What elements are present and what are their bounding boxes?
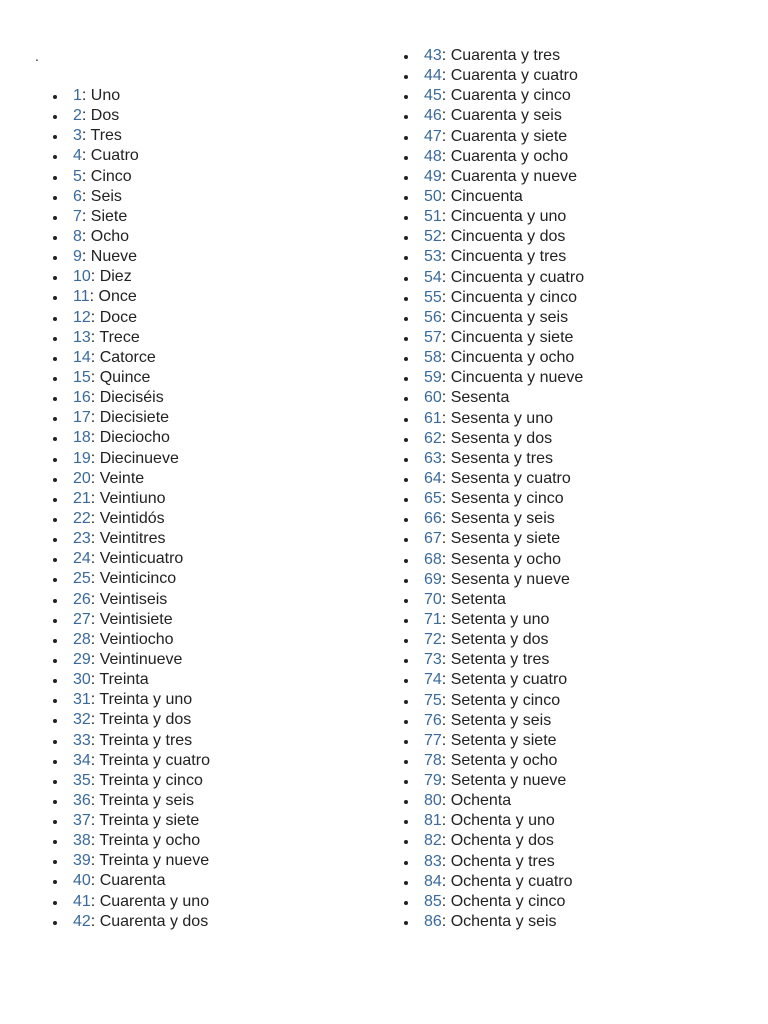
number-label: 85 bbox=[424, 892, 442, 910]
number-label: 33 bbox=[73, 731, 91, 749]
list-item: 68: Sesenta y ocho bbox=[424, 550, 584, 570]
number-label: 32 bbox=[73, 711, 91, 729]
number-label: 18 bbox=[73, 429, 91, 447]
list-item: 63: Sesenta y tres bbox=[424, 449, 584, 469]
number-label: 50 bbox=[424, 187, 442, 205]
list-item: 41: Cuarenta y uno bbox=[73, 892, 210, 912]
list-item: 77: Setenta y siete bbox=[424, 731, 584, 751]
list-item: 79: Setenta y nueve bbox=[424, 771, 584, 791]
list-item: 67: Sesenta y siete bbox=[424, 529, 584, 549]
list-item: 46: Cuarenta y seis bbox=[424, 106, 584, 126]
number-label: 16 bbox=[73, 389, 91, 407]
number-label: 12 bbox=[73, 308, 91, 326]
number-word: Seis bbox=[90, 187, 122, 205]
list-item: 6: Seis bbox=[73, 187, 210, 207]
number-word: Diecisiete bbox=[99, 409, 170, 427]
list-item: 52: Cincuenta y dos bbox=[424, 227, 584, 247]
list-item: 80: Ochenta bbox=[424, 791, 584, 811]
number-label: 72 bbox=[424, 631, 442, 649]
list-item: 4: Cuatro bbox=[73, 146, 210, 166]
number-word: Veintiocho bbox=[99, 630, 174, 648]
number-word: Veintidós bbox=[99, 509, 165, 527]
number-word: Treinta y nueve bbox=[99, 852, 210, 870]
number-label: 86 bbox=[424, 913, 442, 931]
number-label: 57 bbox=[424, 328, 442, 346]
number-word: Catorce bbox=[99, 348, 156, 366]
list-item: 33: Treinta y tres bbox=[73, 731, 210, 751]
list-item: 73: Setenta y tres bbox=[424, 650, 584, 670]
number-word: Treinta y uno bbox=[99, 691, 193, 709]
number-word: Veinticinco bbox=[99, 570, 177, 588]
list-item: 84: Ochenta y cuatro bbox=[424, 872, 584, 892]
list-item: 86: Ochenta y seis bbox=[424, 912, 584, 932]
number-label: 11 bbox=[73, 288, 90, 306]
list-item: 8: Ocho bbox=[73, 227, 210, 247]
number-label: 43 bbox=[424, 47, 442, 64]
number-label: 67 bbox=[424, 530, 442, 548]
number-label: 26 bbox=[73, 590, 91, 608]
number-label: 78 bbox=[424, 751, 442, 769]
list-item: 48: Cuarenta y ocho bbox=[424, 147, 584, 167]
number-word: Treinta y ocho bbox=[99, 832, 201, 850]
number-word: Cincuenta y cinco bbox=[450, 288, 577, 306]
number-word: Treinta y cuatro bbox=[99, 751, 210, 769]
list-item: 56: Cincuenta y seis bbox=[424, 308, 584, 328]
number-label: 4 bbox=[73, 147, 82, 165]
number-word: Cuarenta y cinco bbox=[450, 87, 571, 105]
list-item: 39: Treinta y nueve bbox=[73, 851, 210, 871]
number-word: Cuarenta y tres bbox=[450, 47, 561, 64]
list-item: 65: Sesenta y cinco bbox=[424, 489, 584, 509]
number-word: Quince bbox=[99, 368, 151, 386]
number-word: Setenta y cinco bbox=[450, 691, 561, 709]
list-item: 51: Cincuenta y uno bbox=[424, 207, 584, 227]
number-label: 54 bbox=[424, 268, 442, 286]
number-word: Treinta bbox=[99, 671, 149, 689]
number-label: 20 bbox=[73, 469, 91, 487]
number-word: Ochenta bbox=[450, 792, 512, 810]
list-item: 78: Setenta y ocho bbox=[424, 751, 584, 771]
list-item: 26: Veintiseis bbox=[73, 590, 210, 610]
list-item: 44: Cuarenta y cuatro bbox=[424, 66, 584, 86]
number-label: 74 bbox=[424, 671, 442, 689]
number-word: Cincuenta y nueve bbox=[450, 369, 584, 387]
number-word: Ochenta y dos bbox=[450, 832, 554, 850]
number-label: 53 bbox=[424, 248, 442, 266]
number-label: 80 bbox=[424, 792, 442, 810]
number-word: Cuarenta bbox=[99, 872, 166, 890]
number-label: 79 bbox=[424, 772, 442, 790]
list-item: 7: Siete bbox=[73, 207, 210, 227]
number-word: Cincuenta y uno bbox=[450, 208, 567, 226]
number-label: 65 bbox=[424, 490, 442, 508]
list-item: 71: Setenta y uno bbox=[424, 610, 584, 630]
number-word: Treinta y seis bbox=[99, 791, 194, 809]
number-label: 19 bbox=[73, 449, 91, 467]
number-label: 63 bbox=[424, 449, 442, 467]
number-label: 25 bbox=[73, 570, 91, 588]
number-label: 2 bbox=[73, 107, 82, 125]
number-label: 17 bbox=[73, 409, 91, 427]
number-word: Treinta y cinco bbox=[99, 771, 203, 789]
number-label: 34 bbox=[73, 751, 91, 769]
number-word: Setenta y nueve bbox=[450, 772, 567, 790]
list-item: 9: Nueve bbox=[73, 247, 210, 267]
list-item: 81: Ochenta y uno bbox=[424, 811, 584, 831]
number-label: 37 bbox=[73, 812, 91, 830]
list-item: 62: Sesenta y dos bbox=[424, 429, 584, 449]
number-label: 76 bbox=[424, 711, 442, 729]
list-item: 16: Dieciséis bbox=[73, 388, 210, 408]
list-item: 70: Setenta bbox=[424, 590, 584, 610]
list-item: 1: Uno bbox=[73, 86, 210, 106]
number-word: Dieciocho bbox=[99, 429, 170, 447]
list-item: 21: Veintiuno bbox=[73, 489, 210, 509]
list-item: 66: Sesenta y seis bbox=[424, 509, 584, 529]
list-item: 5: Cinco bbox=[73, 167, 210, 187]
page-mark: . bbox=[35, 48, 39, 64]
number-label: 9 bbox=[73, 248, 82, 266]
list-item: 54: Cincuenta y cuatro bbox=[424, 268, 584, 288]
number-label: 1 bbox=[73, 87, 82, 104]
list-item: 22: Veintidós bbox=[73, 509, 210, 529]
number-label: 21 bbox=[73, 489, 91, 507]
number-label: 75 bbox=[424, 691, 442, 709]
number-list-left bbox=[73, 86, 210, 932]
number-word: Veintitres bbox=[99, 530, 166, 548]
number-label: 70 bbox=[424, 590, 442, 608]
number-word: Sesenta y nueve bbox=[450, 570, 570, 588]
list-item: 29: Veintinueve bbox=[73, 650, 210, 670]
number-word: Setenta y seis bbox=[450, 711, 552, 729]
number-word: Cuarenta y siete bbox=[450, 127, 568, 145]
number-word: Treinta y dos bbox=[99, 711, 192, 729]
number-word: Trece bbox=[99, 328, 140, 346]
number-word: Cuatro bbox=[90, 147, 139, 165]
list-item: 14: Catorce bbox=[73, 348, 210, 368]
number-label: 3 bbox=[73, 127, 82, 145]
number-label: 52 bbox=[424, 228, 442, 246]
number-label: 62 bbox=[424, 429, 442, 447]
list-item: 19: Diecinueve bbox=[73, 449, 210, 469]
list-item: 31: Treinta y uno bbox=[73, 690, 210, 710]
list-item: 72: Setenta y dos bbox=[424, 630, 584, 650]
list-item: 34: Treinta y cuatro bbox=[73, 751, 210, 771]
number-label: 40 bbox=[73, 872, 91, 890]
number-word: Sesenta y seis bbox=[450, 510, 555, 528]
number-word: Cuarenta y ocho bbox=[450, 147, 569, 165]
number-label: 8 bbox=[73, 227, 82, 245]
list-item: 30: Treinta bbox=[73, 670, 210, 690]
number-word: Cincuenta y dos bbox=[450, 228, 566, 246]
number-word: Treinta y siete bbox=[99, 812, 200, 830]
list-item: 55: Cincuenta y cinco bbox=[424, 288, 584, 308]
number-word: Cuarenta y seis bbox=[450, 107, 562, 125]
number-word: Setenta y uno bbox=[450, 610, 550, 628]
list-item: 60: Sesenta bbox=[424, 388, 584, 408]
number-label: 42 bbox=[73, 912, 91, 930]
list-item: 20: Veinte bbox=[73, 469, 210, 489]
number-word: Ocho bbox=[90, 227, 130, 245]
number-label: 64 bbox=[424, 469, 442, 487]
number-word: Sesenta y ocho bbox=[450, 550, 561, 568]
number-word: Cinco bbox=[90, 167, 132, 185]
number-word: Cuarenta y dos bbox=[99, 912, 209, 930]
number-word: Setenta y ocho bbox=[450, 751, 558, 769]
number-label: 31 bbox=[73, 691, 91, 709]
number-label: 83 bbox=[424, 852, 442, 870]
number-label: 49 bbox=[424, 167, 442, 185]
list-item: 50: Cincuenta bbox=[424, 187, 584, 207]
number-word: Sesenta bbox=[450, 389, 510, 407]
number-label: 59 bbox=[424, 369, 442, 387]
number-label: 22 bbox=[73, 509, 91, 527]
number-word: Sesenta y tres bbox=[450, 449, 553, 467]
number-label: 39 bbox=[73, 852, 91, 870]
list-item: 2: Dos bbox=[73, 106, 210, 126]
number-word: Cincuenta y tres bbox=[450, 248, 567, 266]
list-item: 24: Veinticuatro bbox=[73, 549, 210, 569]
list-item: 13: Trece bbox=[73, 328, 210, 348]
list-item: 83: Ochenta y tres bbox=[424, 852, 584, 872]
number-label: 29 bbox=[73, 650, 91, 668]
number-label: 82 bbox=[424, 832, 442, 850]
number-label: 60 bbox=[424, 389, 442, 407]
number-label: 23 bbox=[73, 530, 91, 548]
number-word: Sesenta y cuatro bbox=[450, 469, 571, 487]
list-item: 47: Cuarenta y siete bbox=[424, 127, 584, 147]
number-word: Dieciséis bbox=[99, 389, 164, 407]
number-word: Sesenta y siete bbox=[450, 530, 561, 548]
list-item: 10: Diez bbox=[73, 267, 210, 287]
number-label: 27 bbox=[73, 610, 91, 628]
number-word: Veintisiete bbox=[99, 610, 173, 628]
list-item: 37: Treinta y siete bbox=[73, 811, 210, 831]
number-label: 73 bbox=[424, 651, 442, 669]
number-label: 15 bbox=[73, 368, 91, 386]
number-word: Sesenta y dos bbox=[450, 429, 553, 447]
list-item: 45: Cuarenta y cinco bbox=[424, 86, 584, 106]
number-label: 71 bbox=[424, 610, 442, 628]
number-label: 66 bbox=[424, 510, 442, 528]
number-list-right bbox=[424, 46, 584, 932]
list-item: 64: Sesenta y cuatro bbox=[424, 469, 584, 489]
number-label: 6 bbox=[73, 187, 82, 205]
number-label: 13 bbox=[73, 328, 91, 346]
number-word: Ochenta y cinco bbox=[450, 892, 566, 910]
number-label: 69 bbox=[424, 570, 442, 588]
list-item: 59: Cincuenta y nueve bbox=[424, 368, 584, 388]
number-label: 61 bbox=[424, 409, 442, 427]
number-word: Once bbox=[98, 288, 137, 306]
number-label: 84 bbox=[424, 872, 442, 890]
number-label: 68 bbox=[424, 550, 442, 568]
list-item: 61: Sesenta y uno bbox=[424, 409, 584, 429]
list-item: 57: Cincuenta y siete bbox=[424, 328, 584, 348]
list-item: 85: Ochenta y cinco bbox=[424, 892, 584, 912]
number-label: 48 bbox=[424, 147, 442, 165]
number-word: Ochenta y cuatro bbox=[450, 872, 573, 890]
list-item: 12: Doce bbox=[73, 308, 210, 328]
number-word: Cuarenta y cuatro bbox=[450, 67, 578, 85]
number-label: 51 bbox=[424, 208, 442, 226]
number-label: 46 bbox=[424, 107, 442, 125]
number-word: Ochenta y tres bbox=[450, 852, 555, 870]
number-word: Cincuenta y cuatro bbox=[450, 268, 585, 286]
list-item: 69: Sesenta y nueve bbox=[424, 570, 584, 590]
list-item: 42: Cuarenta y dos bbox=[73, 912, 210, 932]
number-word: Sesenta y uno bbox=[450, 409, 553, 427]
list-item: 40: Cuarenta bbox=[73, 871, 210, 891]
list-item: 25: Veinticinco bbox=[73, 569, 210, 589]
list-item: 76: Setenta y seis bbox=[424, 711, 584, 731]
number-word: Setenta y siete bbox=[450, 731, 557, 749]
number-word: Veintinueve bbox=[99, 650, 183, 668]
list-item: 58: Cincuenta y ocho bbox=[424, 348, 584, 368]
number-word: Tres bbox=[90, 127, 122, 145]
list-item: 17: Diecisiete bbox=[73, 408, 210, 428]
list-item: 11: Once bbox=[73, 287, 210, 307]
list-item: 75: Setenta y cinco bbox=[424, 691, 584, 711]
list-item: 18: Dieciocho bbox=[73, 428, 210, 448]
number-word: Cincuenta y siete bbox=[450, 328, 574, 346]
list-item: 27: Veintisiete bbox=[73, 610, 210, 630]
number-word: Cincuenta y ocho bbox=[450, 349, 575, 367]
number-label: 44 bbox=[424, 67, 442, 85]
list-item: 32: Treinta y dos bbox=[73, 710, 210, 730]
number-label: 14 bbox=[73, 348, 91, 366]
list-item: 49: Cuarenta y nueve bbox=[424, 167, 584, 187]
number-word: Setenta y cuatro bbox=[450, 671, 568, 689]
number-word: Veintiuno bbox=[99, 489, 166, 507]
list-item: 28: Veintiocho bbox=[73, 630, 210, 650]
number-word: Sesenta y cinco bbox=[450, 490, 564, 508]
number-label: 38 bbox=[73, 832, 91, 850]
number-label: 28 bbox=[73, 630, 91, 648]
number-label: 58 bbox=[424, 349, 442, 367]
number-word: Veinticuatro bbox=[99, 550, 184, 568]
number-word: Setenta y tres bbox=[450, 651, 550, 669]
number-word: Cuarenta y uno bbox=[99, 892, 210, 910]
list-item: 74: Setenta y cuatro bbox=[424, 670, 584, 690]
number-word: Cincuenta y seis bbox=[450, 308, 569, 326]
number-word: Doce bbox=[99, 308, 138, 326]
number-word: Veinte bbox=[99, 469, 145, 487]
list-item: 35: Treinta y cinco bbox=[73, 771, 210, 791]
number-word: Uno bbox=[90, 87, 121, 104]
number-label: 41 bbox=[73, 892, 91, 910]
list-item: 43: Cuarenta y tres bbox=[424, 46, 584, 66]
list-item: 36: Treinta y seis bbox=[73, 791, 210, 811]
list-item: 38: Treinta y ocho bbox=[73, 831, 210, 851]
number-word: Treinta y tres bbox=[99, 731, 193, 749]
number-word: Setenta bbox=[450, 590, 506, 608]
number-word: Cincuenta bbox=[450, 187, 523, 205]
list-item: 15: Quince bbox=[73, 368, 210, 388]
list-item: 3: Tres bbox=[73, 126, 210, 146]
list-item: 82: Ochenta y dos bbox=[424, 831, 584, 851]
number-word: Diez bbox=[99, 268, 132, 286]
number-word: Diecinueve bbox=[99, 449, 179, 467]
number-word: Ochenta y uno bbox=[450, 812, 555, 830]
number-word: Veintiseis bbox=[99, 590, 168, 608]
number-word: Cuarenta y nueve bbox=[450, 167, 577, 185]
number-label: 7 bbox=[73, 207, 82, 225]
number-word: Ochenta y seis bbox=[450, 913, 557, 931]
number-word: Siete bbox=[90, 207, 128, 225]
number-word: Setenta y dos bbox=[450, 631, 549, 649]
number-word: Dos bbox=[90, 107, 120, 125]
number-word: Nueve bbox=[90, 248, 138, 266]
number-label: 55 bbox=[424, 288, 442, 306]
list-item: 53: Cincuenta y tres bbox=[424, 247, 584, 267]
number-label: 45 bbox=[424, 87, 442, 105]
number-label: 35 bbox=[73, 771, 91, 789]
list-item: 23: Veintitres bbox=[73, 529, 210, 549]
number-label: 77 bbox=[424, 731, 442, 749]
number-label: 81 bbox=[424, 812, 442, 830]
number-label: 36 bbox=[73, 791, 91, 809]
number-label: 5 bbox=[73, 167, 82, 185]
number-label: 10 bbox=[73, 268, 91, 286]
number-label: 30 bbox=[73, 671, 91, 689]
number-label: 56 bbox=[424, 308, 442, 326]
number-label: 47 bbox=[424, 127, 442, 145]
number-label: 24 bbox=[73, 550, 91, 568]
